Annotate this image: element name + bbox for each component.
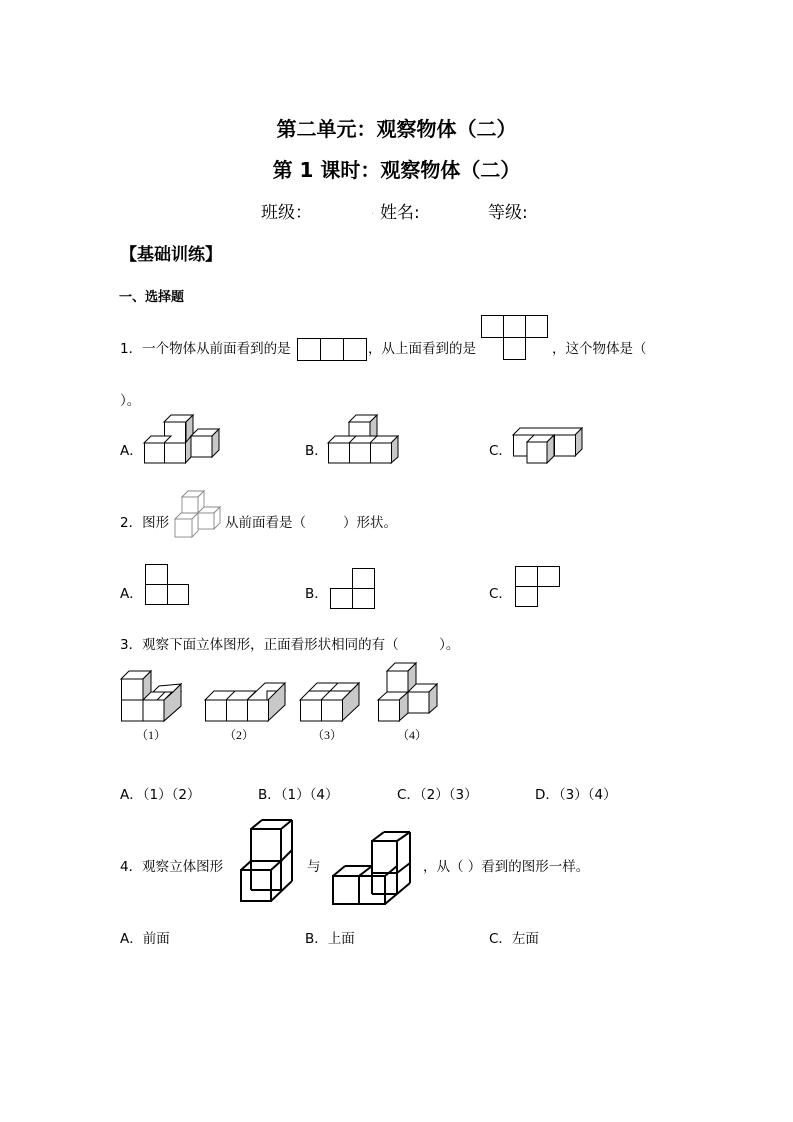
figure-label-3: （3） [312, 728, 343, 742]
question-1-text-d: ）。 [120, 393, 141, 409]
q1-option-a-label[interactable]: A． [120, 443, 143, 459]
lesson-title: 第 1 课时：观察物体（二） [272, 158, 521, 182]
question-4-text-c: ，从（ ）看到的图形一样。 [423, 859, 590, 875]
question-1-text-a: 1．一个物体从前面看到的是 [120, 341, 291, 357]
dot-mark: . [371, 206, 375, 217]
question-2-text-a: 2．图形 [120, 515, 170, 531]
q2-option-b-label[interactable]: B． [305, 586, 328, 602]
class-label: 班级： [261, 203, 312, 223]
solid-figure-4 [378, 661, 440, 723]
section-title: 【基础训练】 [120, 245, 222, 265]
question-3-text: 3．观察下面立体图形，正面看形状相同的有（ ）。 [120, 637, 460, 653]
question-2-cube-figure [174, 490, 224, 540]
solid-figure-2 [205, 683, 287, 723]
cube-figure-b[interactable] [328, 414, 408, 464]
question-4-figure-1 [240, 819, 295, 903]
q3-option-b[interactable]: B．（1）（4） [258, 787, 339, 803]
figure-label-2: （2） [224, 728, 255, 742]
grade-label: 等级: [488, 203, 528, 223]
q2-option-c-label[interactable]: C． [489, 586, 512, 602]
view-c[interactable] [515, 566, 561, 608]
solid-figure-3 [300, 683, 362, 723]
q3-option-d[interactable]: D．（3）（4） [535, 787, 617, 803]
question-1-text-c: ，这个物体是（ [552, 341, 647, 357]
question-4-text-b: 与 [307, 859, 321, 875]
figure-label-4: （4） [397, 728, 428, 742]
q1-option-b-label[interactable]: B． [305, 443, 328, 459]
q3-option-a[interactable]: A．（1）（2） [120, 787, 201, 803]
section-subtitle: 一、选择题 [119, 290, 185, 305]
figure-label-1: （1） [136, 728, 167, 742]
view-a[interactable] [145, 564, 191, 606]
question-4-figure-2 [332, 831, 414, 905]
top-view-figure [481, 315, 551, 361]
question-4-text-a: 4．观察立体图形 [120, 859, 224, 875]
q1-option-c-label[interactable]: C． [489, 443, 512, 459]
page-title: 第二单元：观察物体（二） [276, 117, 517, 141]
solid-figure-1 [121, 669, 183, 721]
front-view-figure [297, 338, 367, 361]
name-label: 姓名: [380, 203, 420, 223]
q4-option-b[interactable]: B．上面 [305, 931, 355, 947]
q2-option-a-label[interactable]: A． [120, 586, 143, 602]
q4-option-c[interactable]: C．左面 [489, 931, 539, 947]
cube-figure-a[interactable] [144, 414, 224, 464]
question-2-text-c: ）形状。 [343, 515, 397, 531]
q4-option-a[interactable]: A．前面 [120, 931, 170, 947]
q3-option-c[interactable]: C．（2）（3） [397, 787, 478, 803]
question-2-text-b: 从前面看是（ [225, 515, 306, 531]
cube-figure-c[interactable] [513, 428, 588, 466]
view-b[interactable] [330, 568, 376, 610]
question-1-text-b: ，从上面看到的是 [368, 341, 476, 357]
